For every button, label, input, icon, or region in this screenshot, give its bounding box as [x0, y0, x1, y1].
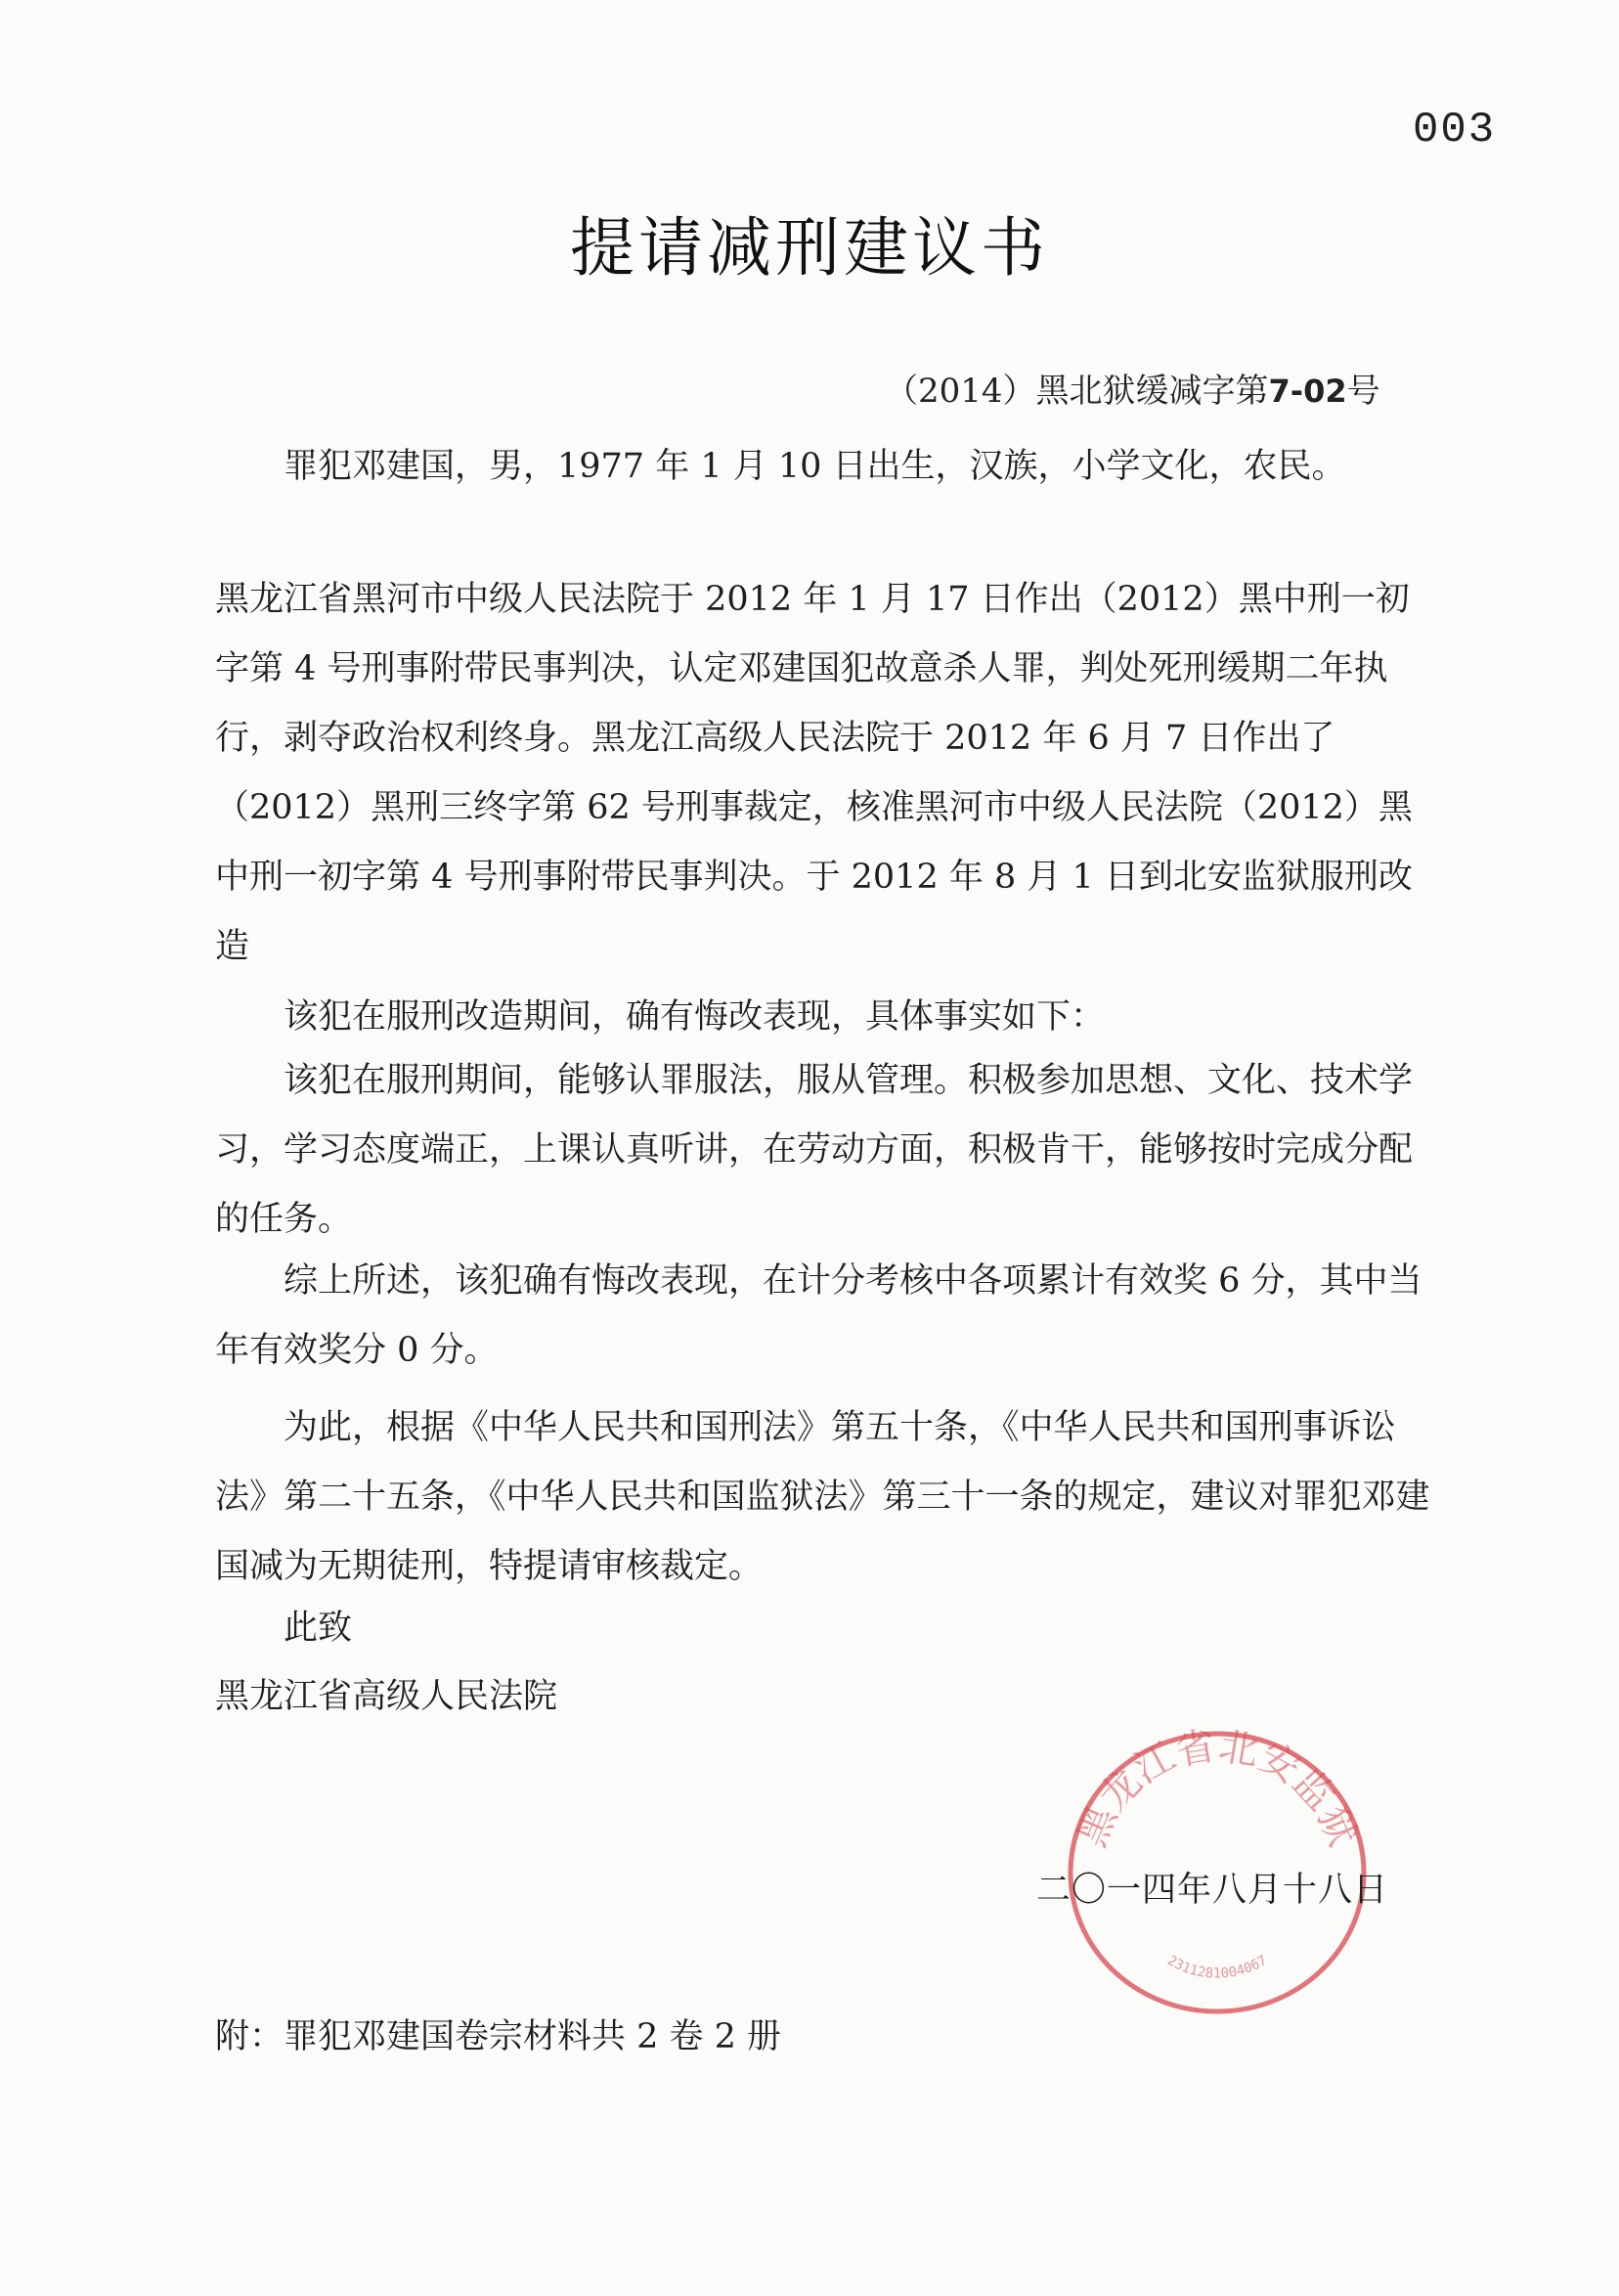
- document-number-suffix: 号: [1346, 372, 1380, 411]
- svg-text:2311281004067: 2311281004067: [1164, 1952, 1270, 1982]
- paragraph-facts: 该犯在服刑期间，能够认罪服法，服从管理。积极参加思想、文化、技术学习，学习态度端正，上课认真听讲，在劳动方面，积极肯干，能够按时完成分配的任务。: [215, 1061, 1414, 1239]
- recipient: 黑龙江省高级人民法院: [215, 1677, 558, 1716]
- issue-date: 二〇一四年八月十八日: [1036, 1871, 1389, 1910]
- document-title: 提请减刑建议书: [570, 210, 1049, 286]
- svg-text:黑龙江省北安监狱: 黑龙江省北安监狱: [1069, 1723, 1366, 1854]
- attachment-note: 附：罪犯邓建国卷宗材料共 2 卷 2 册: [215, 2017, 782, 2056]
- paragraph-score: 综上所述，该犯确有悔改表现，在计分考核中各项累计有效奖 6 分，其中当年有效奖分 0 分。: [215, 1261, 1422, 1370]
- document-number-handwritten: 7-02: [1268, 373, 1347, 410]
- paragraph-basis: 为此，根据《中华人民共和国刑法》第五十条，《中华人民共和国刑事诉讼法》第二十五条，《中华人民共和国监狱法》第三十一条的规定，建议对罪犯邓建国减为无期徒刑，特提请审核裁定。: [215, 1408, 1430, 1586]
- paragraph-lead: 该犯在服刑改造期间，确有悔改表现，具体事实如下：: [284, 997, 1106, 1037]
- page-number: 003: [1413, 106, 1497, 155]
- paragraph-intro: 罪犯邓建国，男，1977 年 1 月 10 日出生，汉族，小学文化，农民。: [284, 447, 1346, 486]
- salutation: 此致: [284, 1609, 353, 1648]
- paragraph-history: 黑龙江省黑河市中级人民法院于 2012 年 1 月 17 日作出（2012）黑中刑一初字第 4 号刑事附带民事判决，认定邓建国犯故意杀人罪，判处死刑缓期二年执行，剥夺政治权利终身。黑龙江高级人民法院于 2012 年 6 月 7 日作出了（2012）黑刑三终字第 62 号刑事裁定，核准黑河市中级人民法院（2012）黑中刑一初字第 4 号刑事附带民事判决。于 2012 年 8 月 1 日到北安监狱服刑改造: [215, 580, 1413, 966]
- document-number: [885, 364, 1380, 412]
- document-number-prefix: （2014）黑北狱缓减字第: [885, 372, 1269, 411]
